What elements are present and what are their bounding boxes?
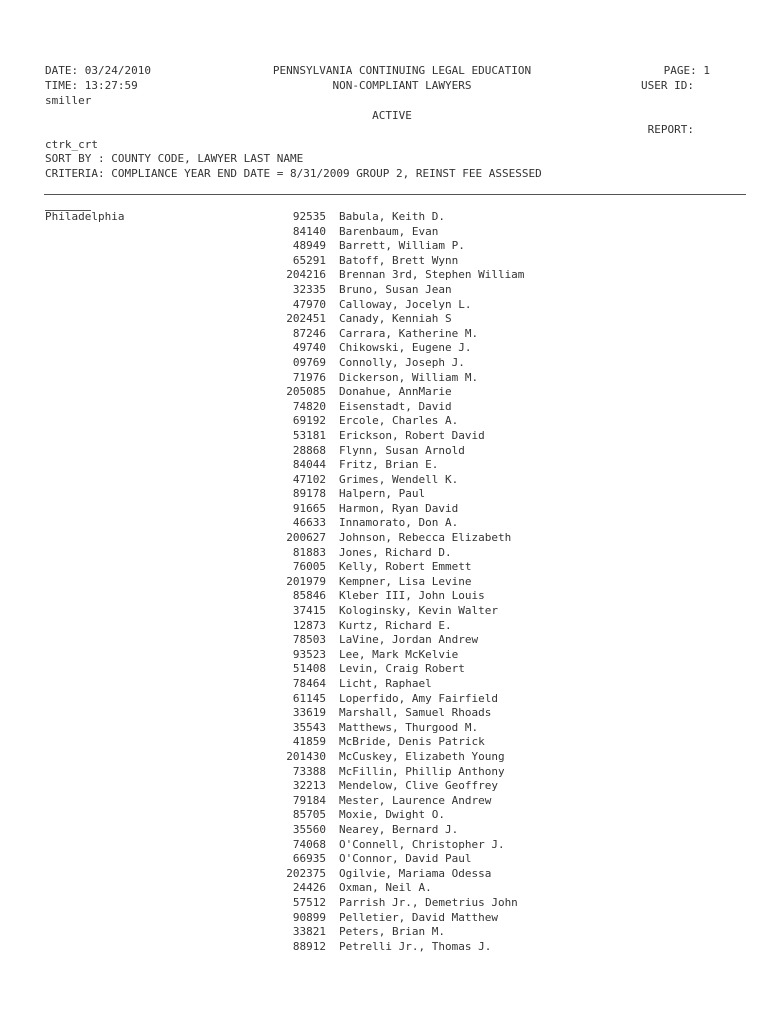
- header-divider: [44, 194, 746, 195]
- attorney-id: 53181: [292, 428, 326, 442]
- lawyer-name: Levin, Craig Robert: [339, 662, 465, 676]
- lawyer-name: Marshall, Samuel Rhoads: [339, 706, 492, 720]
- attorney-id: 85846: [292, 589, 326, 603]
- attorney-id: 89178: [292, 487, 326, 501]
- attorney-id: 48949: [292, 239, 326, 253]
- attorney-id: 90899: [292, 910, 326, 924]
- list-item: [0, 327, 770, 342]
- attorney-id: 24426: [292, 881, 326, 895]
- list-item: [0, 765, 770, 780]
- lawyer-name: Jones, Richard D.: [339, 545, 452, 559]
- report-user: smiller: [45, 94, 92, 107]
- attorney-id: 32335: [292, 282, 326, 296]
- list-item: [0, 648, 770, 663]
- report-time: TIME: 13:27:59: [45, 79, 138, 92]
- report-code: ctrk_crt: [45, 138, 98, 151]
- lawyer-name: Pelletier, David Matthew: [339, 910, 498, 924]
- attorney-id: 78503: [292, 633, 326, 647]
- lawyer-name: Harmon, Ryan David: [339, 501, 459, 515]
- attorney-id: 32213: [292, 779, 326, 793]
- lawyer-name: Kologinsky, Kevin Walter: [339, 604, 498, 618]
- list-item: [0, 735, 770, 750]
- list-item: [0, 487, 770, 502]
- list-item: [0, 852, 770, 867]
- list-item: [0, 808, 770, 823]
- lawyer-name: Barenbaum, Evan: [339, 224, 439, 238]
- lawyer-name: Connolly, Joseph J.: [339, 355, 465, 369]
- list-item: [0, 940, 770, 955]
- lawyer-name: Ogilvie, Mariama Odessa: [339, 866, 492, 880]
- list-item: [0, 838, 770, 853]
- attorney-id: 78464: [292, 677, 326, 690]
- county-name: Philadelphia: [45, 210, 125, 223]
- attorney-id: 84044: [292, 458, 326, 472]
- sort-by: SORT BY : COUNTY CODE, LAWYER LAST NAME: [45, 152, 304, 165]
- attorney-id: 71976: [292, 370, 326, 384]
- list-item: [0, 516, 770, 531]
- list-item: [0, 881, 770, 896]
- list-item: [0, 867, 770, 882]
- lawyer-name: Moxie, Dwight O.: [339, 808, 445, 822]
- report-label: REPORT:: [647, 123, 694, 136]
- report-date: DATE: 03/24/2010: [45, 64, 151, 77]
- list-item: [0, 502, 770, 517]
- attorney-id: 35560: [292, 822, 326, 836]
- attorney-id: 46633: [292, 516, 326, 530]
- attorney-id: 85705: [292, 808, 326, 822]
- attorney-id: 84140: [292, 224, 326, 238]
- attorney-id: 201430: [286, 749, 326, 763]
- attorney-id: 65291: [292, 253, 326, 267]
- list-item: [0, 254, 770, 269]
- list-item: [0, 356, 770, 371]
- list-item: [0, 268, 770, 283]
- user-id-label: USER ID:: [641, 79, 694, 92]
- list-item: [0, 896, 770, 911]
- attorney-id: 204216: [286, 268, 326, 282]
- lawyer-name: Eisenstadt, David: [339, 399, 452, 413]
- lawyer-name: Nearey, Bernard J.: [339, 822, 459, 836]
- list-item: [0, 546, 770, 561]
- lawyer-name: Kurtz, Richard E.: [339, 618, 452, 632]
- list-item: [0, 589, 770, 604]
- list-item: [0, 692, 770, 707]
- list-item: [0, 239, 770, 254]
- list-item: [0, 341, 770, 356]
- lawyer-name: Fritz, Brian E.: [339, 458, 439, 472]
- lawyer-name: Grimes, Wendell K.: [339, 472, 459, 486]
- lawyer-name: Calloway, Jocelyn L.: [339, 297, 472, 311]
- lawyer-name: Innamorato, Don A.: [339, 516, 459, 530]
- list-item: [0, 400, 770, 415]
- report-status: ACTIVE: [372, 109, 412, 122]
- lawyer-name: Johnson, Rebecca Elizabeth: [339, 531, 512, 545]
- lawyer-name: Ercole, Charles A.: [339, 414, 459, 428]
- list-item: [0, 210, 770, 225]
- lawyer-list: [0, 210, 770, 954]
- list-item: [0, 312, 770, 327]
- list-item: [0, 283, 770, 298]
- lawyer-name: Kleber III, John Louis: [339, 589, 485, 603]
- lawyer-name: Oxman, Neil A.: [339, 881, 432, 895]
- list-item: [0, 575, 770, 590]
- attorney-id: 57512: [292, 895, 326, 909]
- attorney-id: 202375: [286, 866, 326, 880]
- attorney-id: 202451: [286, 312, 326, 326]
- list-item: [0, 750, 770, 765]
- attorney-id: 73388: [292, 764, 326, 778]
- criteria: CRITERIA: COMPLIANCE YEAR END DATE = 8/31/2009 GROUP 2, REINST FEE ASSESSED: [45, 167, 542, 180]
- attorney-id: 81883: [292, 545, 326, 559]
- list-item: [0, 225, 770, 240]
- lawyer-name: Halpern, Paul: [339, 487, 426, 501]
- list-item: [0, 298, 770, 313]
- list-item: [0, 604, 770, 619]
- attorney-id: 47970: [292, 297, 326, 311]
- lawyer-name: Barrett, William P.: [339, 239, 465, 253]
- list-item: [0, 633, 770, 648]
- attorney-id: 35543: [292, 720, 326, 734]
- list-item: [0, 385, 770, 400]
- attorney-id: 92535: [292, 210, 326, 223]
- lawyer-name: LaVine, Jordan Andrew: [339, 633, 479, 647]
- lawyer-name: McCuskey, Elizabeth Young: [339, 749, 505, 763]
- attorney-id: 91665: [292, 501, 326, 515]
- list-item: [0, 619, 770, 634]
- list-item: [0, 706, 770, 721]
- lawyer-name: O'Connor, David Paul: [339, 852, 472, 866]
- lawyer-name: Parrish Jr., Demetrius John: [339, 895, 518, 909]
- lawyer-name: Mendelow, Clive Geoffrey: [339, 779, 498, 793]
- lawyer-name: Lee, Mark McKelvie: [339, 647, 459, 661]
- attorney-id: 12873: [292, 618, 326, 632]
- attorney-id: 76005: [292, 560, 326, 574]
- list-item: [0, 560, 770, 575]
- attorney-id: 33821: [292, 925, 326, 939]
- list-item: [0, 414, 770, 429]
- lawyer-name: Loperfido, Amy Fairfield: [339, 691, 498, 705]
- attorney-id: 28868: [292, 443, 326, 457]
- lawyer-name: Chikowski, Eugene J.: [339, 341, 472, 355]
- list-item: [0, 794, 770, 809]
- lawyer-name: Babula, Keith D.: [339, 210, 445, 223]
- list-item: [0, 429, 770, 444]
- lawyer-name: O'Connell, Christopher J.: [339, 837, 505, 851]
- list-item: [0, 458, 770, 473]
- lawyer-name: Donahue, AnnMarie: [339, 385, 452, 399]
- attorney-id: 69192: [292, 414, 326, 428]
- attorney-id: 37415: [292, 604, 326, 618]
- attorney-id: 66935: [292, 852, 326, 866]
- lawyer-name: Peters, Brian M.: [339, 925, 445, 939]
- list-item: [0, 721, 770, 736]
- attorney-id: 79184: [292, 793, 326, 807]
- lawyer-name: McFillin, Phillip Anthony: [339, 764, 505, 778]
- attorney-id: 74820: [292, 399, 326, 413]
- list-item: [0, 823, 770, 838]
- list-item: [0, 473, 770, 488]
- attorney-id: 205085: [286, 385, 326, 399]
- report-title: PENNSYLVANIA CONTINUING LEGAL EDUCATION: [272, 64, 532, 77]
- attorney-id: 74068: [292, 837, 326, 851]
- attorney-id: 49740: [292, 341, 326, 355]
- report-subtitle: NON-COMPLIANT LAWYERS: [332, 79, 472, 92]
- page-number: PAGE: 1: [663, 64, 710, 77]
- lawyer-name: Kempner, Lisa Levine: [339, 574, 472, 588]
- lawyer-name: Kelly, Robert Emmett: [339, 560, 472, 574]
- list-item: [0, 444, 770, 459]
- list-item: [0, 677, 770, 692]
- lawyer-name: Batoff, Brett Wynn: [339, 253, 459, 267]
- lawyer-name: Dickerson, William M.: [339, 370, 479, 384]
- lawyer-name: Licht, Raphael: [339, 677, 432, 690]
- lawyer-name: Flynn, Susan Arnold: [339, 443, 465, 457]
- lawyer-name: Brennan 3rd, Stephen William: [339, 268, 525, 282]
- attorney-id: 47102: [292, 472, 326, 486]
- lawyer-name: Matthews, Thurgood M.: [339, 720, 479, 734]
- lawyer-name: Canady, Kenniah S: [339, 312, 452, 326]
- list-item: [0, 662, 770, 677]
- lawyer-name: Petrelli Jr., Thomas J.: [339, 939, 492, 953]
- lawyer-name: Carrara, Katherine M.: [339, 326, 479, 340]
- list-item: [0, 925, 770, 940]
- lawyer-name: McBride, Denis Patrick: [339, 735, 485, 749]
- list-item: [0, 779, 770, 794]
- attorney-id: 200627: [286, 531, 326, 545]
- lawyer-name: Bruno, Susan Jean: [339, 282, 452, 296]
- attorney-id: 09769: [292, 355, 326, 369]
- attorney-id: 88912: [292, 939, 326, 953]
- attorney-id: 33619: [292, 706, 326, 720]
- list-item: [0, 531, 770, 546]
- attorney-id: 41859: [292, 735, 326, 749]
- attorney-id: 201979: [286, 574, 326, 588]
- attorney-id: 51408: [292, 662, 326, 676]
- attorney-id: 61145: [292, 691, 326, 705]
- lawyer-name: Erickson, Robert David: [339, 428, 485, 442]
- list-item: [0, 911, 770, 926]
- list-item: [0, 371, 770, 386]
- lawyer-name: Mester, Laurence Andrew: [339, 793, 492, 807]
- attorney-id: 87246: [292, 326, 326, 340]
- attorney-id: 93523: [292, 647, 326, 661]
